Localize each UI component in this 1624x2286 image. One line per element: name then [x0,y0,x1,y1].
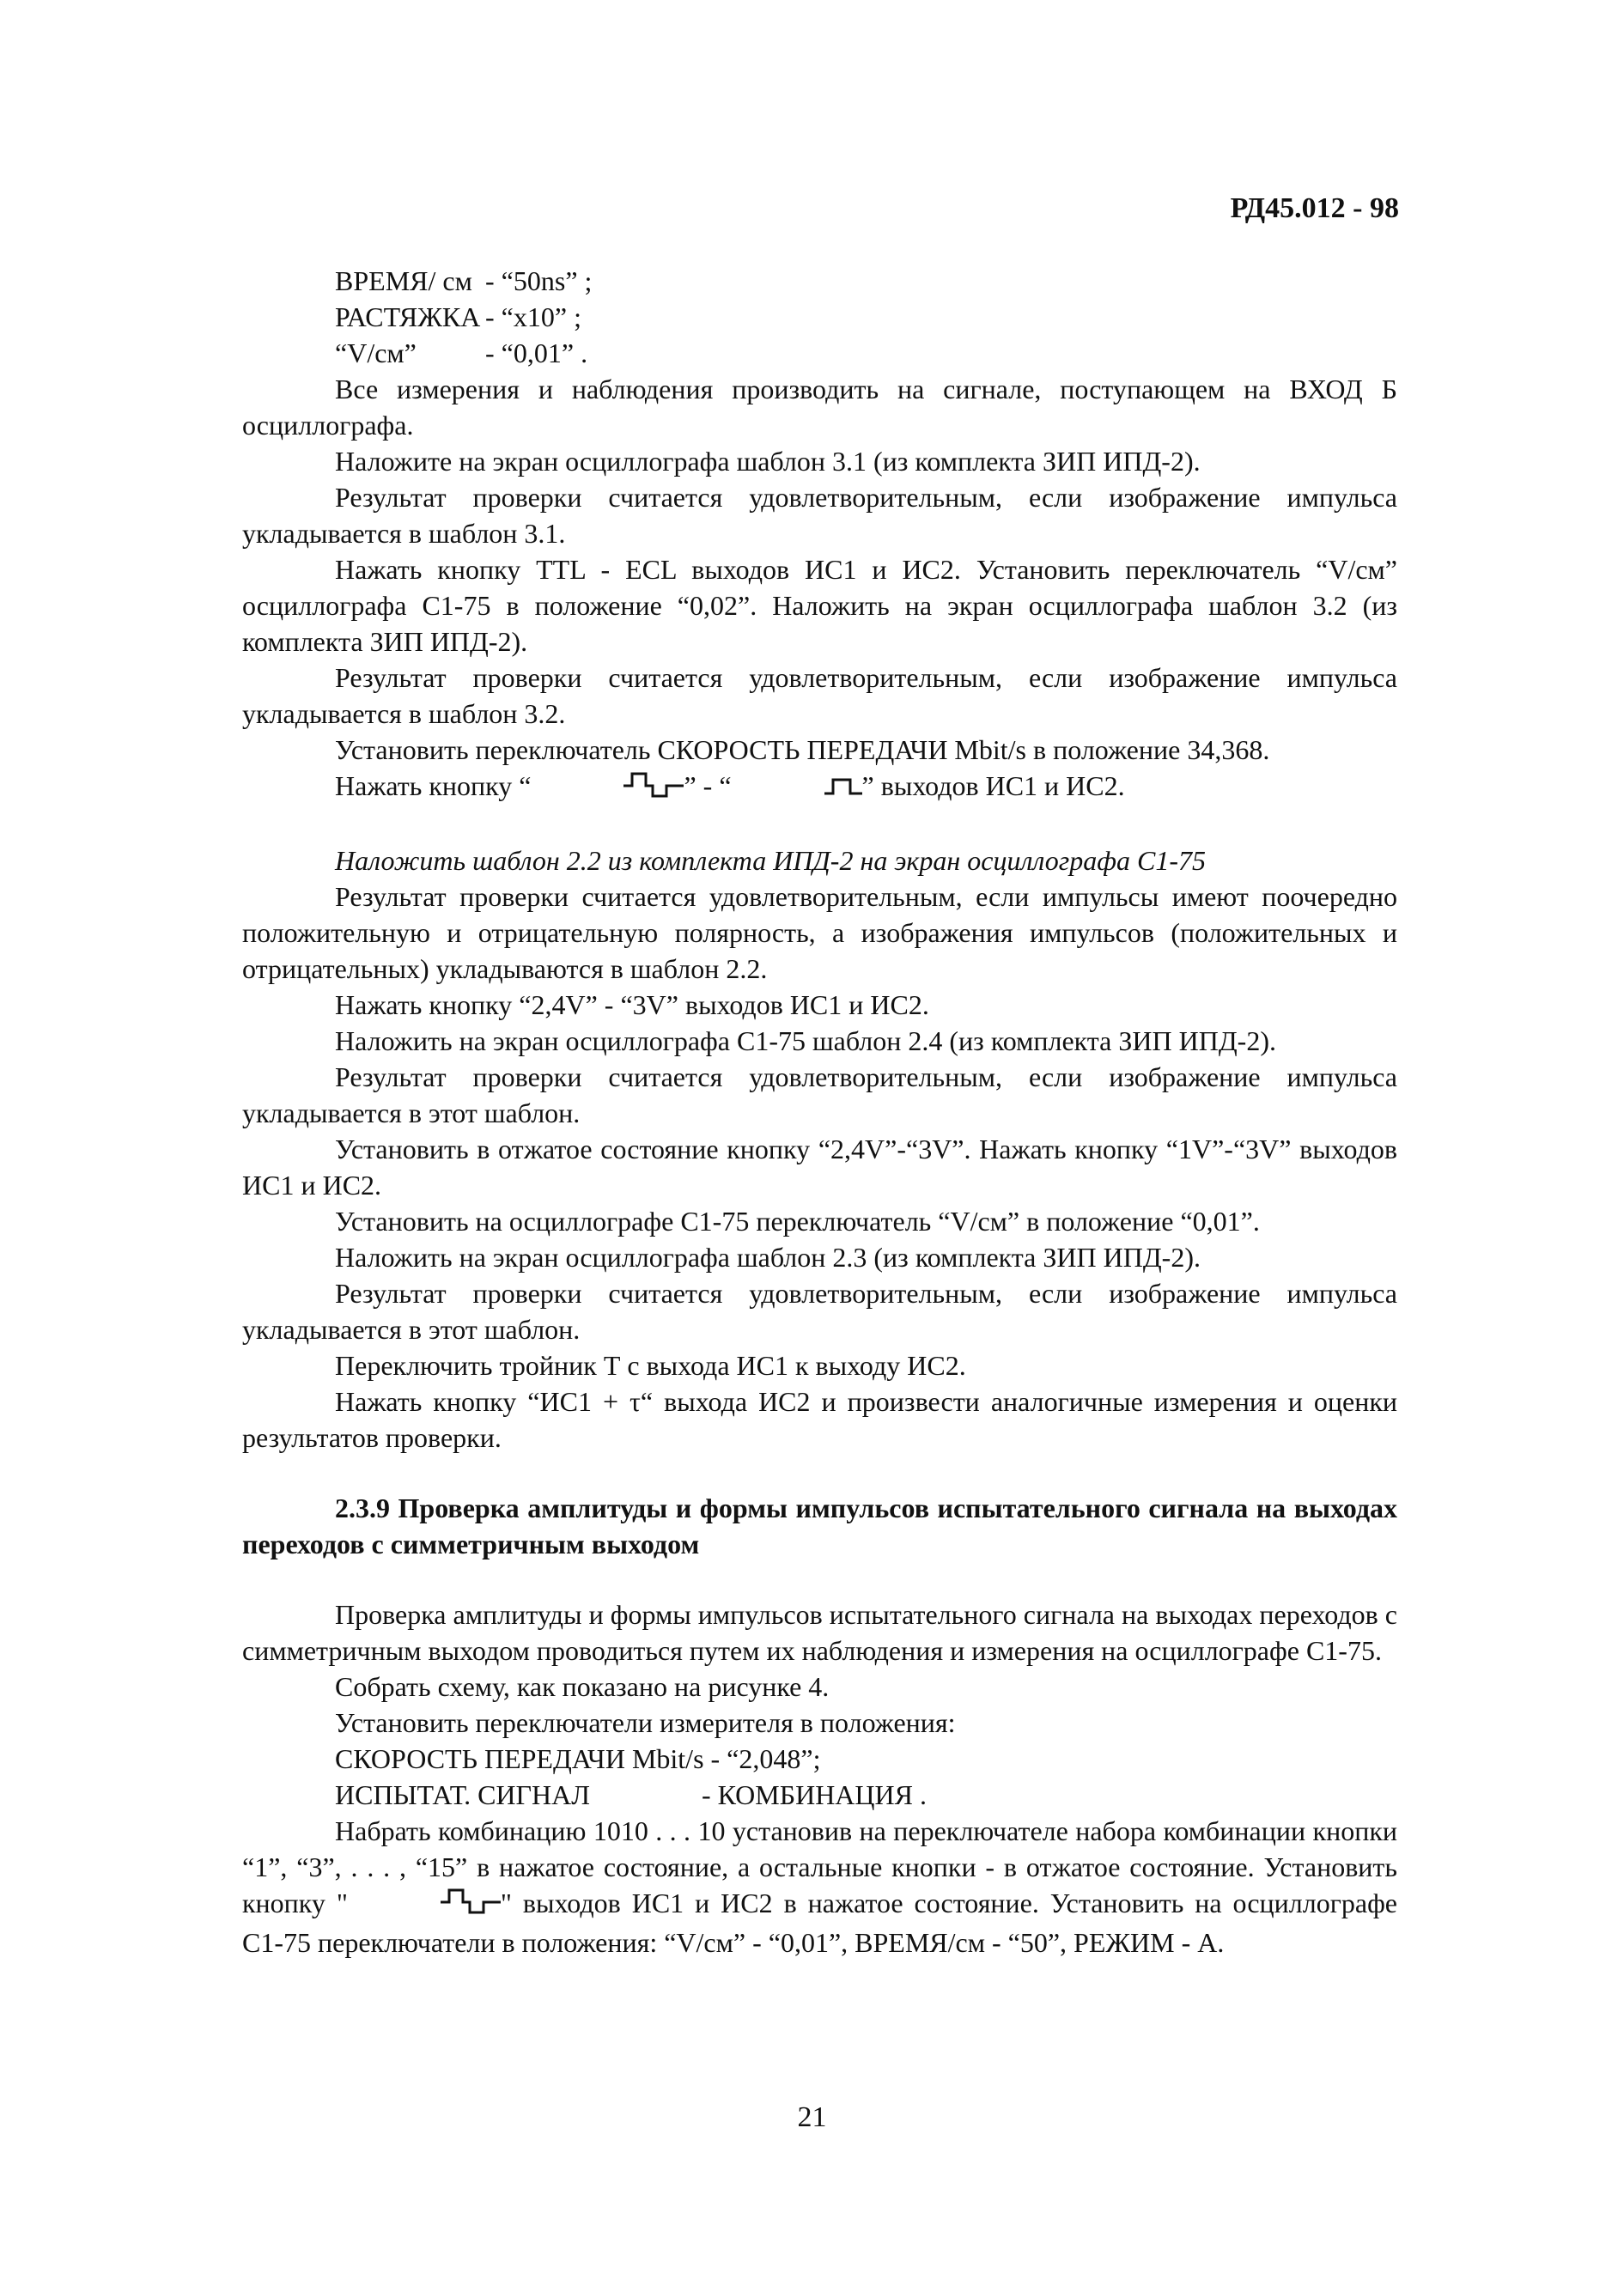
unipolar-pulse-icon [732,771,862,807]
paragraph: Результат проверки считается удовлетворительным, если изображение импульса укладывается в этот шаблон. [242,1061,1397,1128]
paragraph: Наложить на экран осциллографа С1-75 шаблон 2.4 (из комплекта ЗИП ИПД-2). [335,1024,1276,1056]
paragraph-with-pulse-icon [242,1813,1397,1961]
setting-line: СКОРОСТЬ ПЕРЕДАЧИ Mbit/s - “2,048”; [335,1742,821,1774]
setting-key: РАСТЯЖКА [335,301,481,332]
setting-value: - “50ns” ; [485,265,593,296]
paragraph: Установить на осциллографе С1-75 переключатель “V/см” в положение “0,01”. [335,1205,1260,1237]
paragraph: Результат проверки считается удовлетворительным, если импульсы имеют поочередно положительную и отрицательную полярность, а изображения импульсов (положительных и отрицательных) укладываются в шаблон 2.2. [242,880,1397,984]
page-body [242,263,1397,1961]
document-code: РД45.012 - 98 [1230,192,1399,224]
paragraph: Переключить тройник Т с выхода ИС1 к выходу ИС2. [335,1349,966,1381]
text-fragment: Набрать комбинацию 1010 . . . 10 установив на переключателе набора комбинации кнопки “1”, “3”, . . . , “15” в нажатое состояние, а остальные кнопки - в отжатое состояние. Установить кнопку " [242,1815,1397,1918]
paragraph: Результат проверки считается удовлетворительным, если изображение импульса укладывается в шаблон 3.2. [242,662,1397,729]
paragraph: Результат проверки считается удовлетворительным, если изображение импульса укладывается в этот шаблон. [242,1277,1397,1345]
setting-value: - КОМБИНАЦИЯ . [701,1778,927,1810]
spacer [242,1456,1397,1490]
paragraph: Наложить на экран осциллографа шаблон 2.3 (из комплекта ЗИП ИПД-2). [335,1241,1201,1273]
setting-key: ВРЕМЯ/ см [335,265,472,296]
bipolar-pulse-icon [531,770,684,808]
setting-row [335,263,1397,299]
spacer [242,808,1397,842]
setting-key: ИСПЫТАТ. СИГНАЛ [335,1778,590,1810]
setting-line [242,1777,1397,1813]
paragraph: Все измерения и наблюдения производить на сигнале, поступающем на ВХОД Б осциллографа. [242,374,1397,441]
paragraph: Собрать схему, как показано на рисунке 4. [335,1670,830,1702]
paragraph: Нажать кнопку “2,4V” - “3V” выходов ИС1 и ИС2. [335,988,929,1020]
setting-key: “V/см” [335,337,417,368]
oscilloscope-settings [242,263,1397,371]
paragraph: Нажать кнопку “ИС1 + τ“ выхода ИС2 и произвести аналогичные измерения и оценки результатов проверки. [242,1385,1397,1453]
paragraph: Наложить шаблон 2.2 из комплекта ИПД-2 на экран осциллографа С1-75 [335,844,1206,876]
paragraph: Установить переключатели измерителя в положения: [335,1706,956,1738]
paragraph-with-pulse-icons [242,768,1397,808]
paragraph: Нажать кнопку TTL - ECL выходов ИС1 и ИС2. Установить переключатель “V/см” осциллографа С1-75 в положение “0,02”. Наложить на экран осциллографа шаблон 3.2 (из комплекта ЗИП ИПД-2). [242,554,1397,657]
text-fragment: ” - “ [684,770,732,801]
setting-row [335,335,1397,371]
text-fragment: " выходов ИС1 и ИС2 в нажатое состояние. Установить на осциллографе С1-75 переключатели в положения: “V/см” - “0,01”, ВРЕМЯ/см - “50”, РЕЖИМ - А. [242,1887,1398,1959]
setting-value: - “x10” ; [485,301,581,332]
text-fragment: Нажать кнопку “ [335,770,532,801]
section-heading: 2.3.9 Проверка амплитуды и формы импульсов испытательного сигнала на выходах переходов с симметричным выходом [242,1492,1397,1559]
paragraph: Установить в отжатое состояние кнопку “2,4V”-“3V”. Нажать кнопку “1V”-“3V” выходов ИС1 и ИС2. [242,1133,1397,1201]
text-fragment: ” выходов ИС1 и ИС2. [861,770,1125,801]
spacer [242,1562,1397,1596]
paragraph: Результат проверки считается удовлетворительным, если изображение импульса укладывается в шаблон 3.1. [242,482,1397,549]
setting-value: - “0,01” . [485,337,588,368]
paragraph: Установить переключатель СКОРОСТЬ ПЕРЕДАЧИ Mbit/s в положение 34,368. [335,734,1270,765]
page-number: 21 [797,2101,827,2133]
bipolar-pulse-icon [348,1887,501,1924]
paragraph: Проверка амплитуды и формы импульсов испытательного сигнала на выходах переходов с симметричным выходом проводиться путем их наблюдения и измерения на осциллографе С1-75. [242,1598,1397,1666]
paragraph: Наложите на экран осциллографа шаблон 3.1 (из комплекта ЗИП ИПД-2). [335,446,1201,477]
setting-row [335,299,1397,335]
